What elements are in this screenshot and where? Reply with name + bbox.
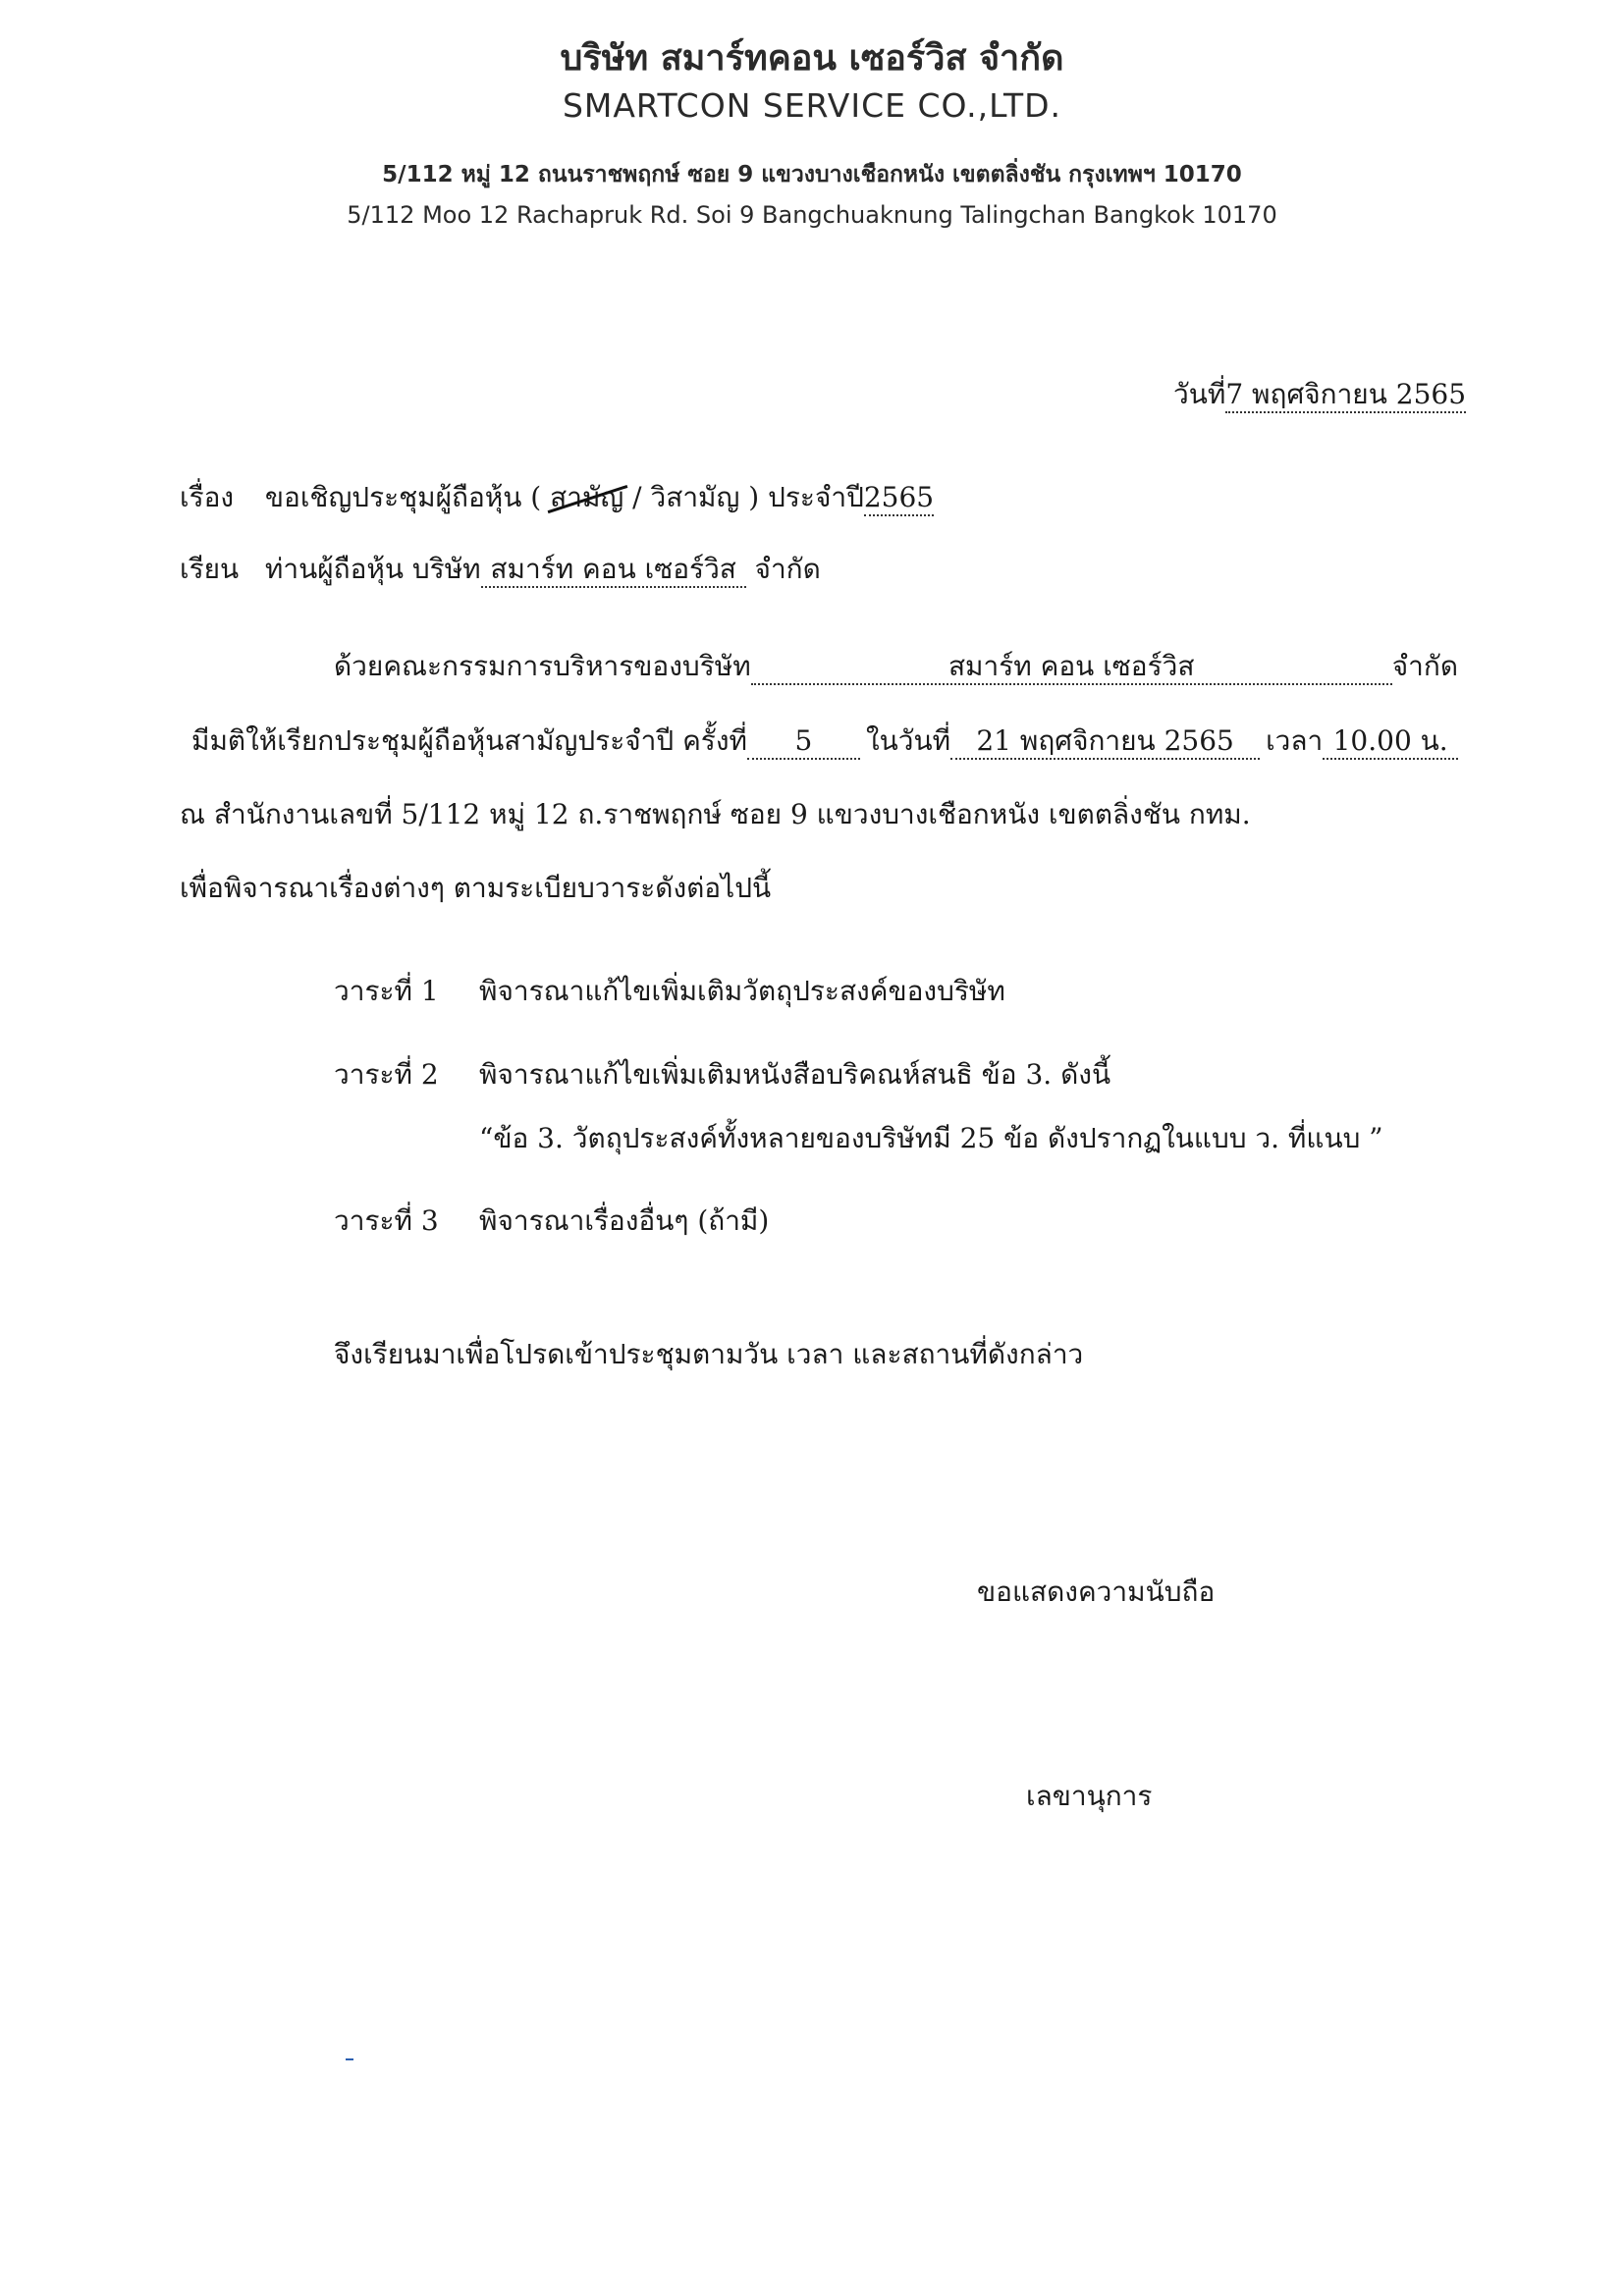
agenda-item-2-detail: “ข้อ 3. วัตถุประสงค์ทั้งหลายของบริษัทมี 25 ข้อ ดังปรากฏในแบบ ว. ที่แนบ ”	[479, 1122, 1383, 1154]
subject-separator: /	[623, 481, 651, 513]
body-line1-prefix: ด้วยคณะกรรมการบริหารของบริษัท	[334, 650, 751, 682]
body-line1-suffix: จำกัด	[1391, 650, 1458, 682]
stray-mark	[346, 2058, 353, 2060]
closing-paragraph: จึงเรียนมาเพื่อโปรดเข้าประชุมตามวัน เวลา และสถานที่ดังกล่าว	[334, 1338, 1084, 1370]
body-line-3: ณ สำนักงานเลขที่ 5/112 หมู่ 12 ถ.ราชพฤกษ์ ซอย 9 แขวงบางเชือกหนัง เขตตลิ่งชัน กทม.	[180, 798, 1251, 830]
date-value: 7 พฤศจิกายน 2565	[1225, 378, 1466, 413]
body-line-4: เพื่อพิจารณาเรื่องต่างๆ ตามระเบียบวาระดังต่อไปนี้	[180, 872, 772, 904]
meeting-time: 10.00 น.	[1323, 724, 1458, 760]
subject-text-before: ขอเชิญประชุมผู้ถือหุ้น (	[264, 481, 542, 513]
meeting-date-label: ในวันที่	[865, 724, 951, 757]
subject-label: เรื่อง	[180, 481, 235, 513]
letterhead-company-en: SMARTCON SERVICE CO.,LTD.	[562, 86, 1062, 125]
agenda-label: วาระที่ 2	[334, 1058, 439, 1091]
body-line-1	[334, 645, 1458, 688]
subject-struck-option: สามัญ	[550, 476, 623, 519]
salutation-company: สมาร์ท คอน เซอร์วิส	[481, 553, 746, 588]
body-line2-prefix: มีมติให้เรียกประชุมผู้ถือหุ้นสามัญประจำปี ครั้งที่	[191, 724, 747, 757]
date-label: วันที่	[1173, 378, 1226, 410]
salutation-label: เรียน	[180, 553, 240, 585]
agenda-item-1	[334, 970, 1005, 1013]
agenda-label: วาระที่ 3	[334, 1204, 439, 1237]
agenda-label: วาระที่ 1	[334, 975, 439, 1007]
meeting-number: 5	[747, 724, 860, 760]
signatory-title: เลขานุการ	[1026, 1780, 1153, 1812]
subject-text-after: ) ประจำปี	[748, 481, 864, 513]
agenda-item-2	[334, 1053, 1110, 1096]
subject-line	[180, 476, 934, 519]
salutation-text: ท่านผู้ถือหุ้น บริษัท	[264, 553, 481, 585]
agenda-item-3	[334, 1200, 769, 1243]
body-line-2	[191, 720, 1458, 763]
body-line1-company: สมาร์ท คอน เซอร์วิส	[751, 650, 1392, 685]
date-line	[1173, 373, 1466, 416]
letterhead-address-th: 5/112 หมู่ 12 ถนนราชพฤกษ์ ซอย 9 แขวงบางเชือกหนัง เขตตลิ่งชัน กรุงเทพฯ 10170	[382, 162, 1242, 187]
letterhead-address-en: 5/112 Moo 12 Rachapruk Rd. Soi 9 Bangchuaknung Talingchan Bangkok 10170	[347, 201, 1277, 229]
salutation-suffix: จำกัด	[754, 553, 821, 585]
subject-year: 2565	[864, 481, 934, 516]
meeting-date: 21 พฤศจิกายน 2565	[950, 724, 1260, 760]
agenda-text: พิจารณาแก้ไขเพิ่มเติมหนังสือบริคณห์สนธิ ข้อ 3. ดังนี้	[479, 1058, 1111, 1091]
letterhead-company-th: บริษัท สมาร์ทคอน เซอร์วิส จำกัด	[560, 38, 1064, 79]
agenda-text: พิจารณาแก้ไขเพิ่มเติมวัตถุประสงค์ของบริษัท	[479, 975, 1005, 1007]
meeting-time-label: เวลา	[1266, 724, 1324, 757]
closing-regards: ขอแสดงความนับถือ	[977, 1575, 1216, 1608]
subject-other-option: วิสามัญ	[650, 481, 740, 513]
salutation-line	[180, 548, 821, 591]
agenda-text: พิจารณาเรื่องอื่นๆ (ถ้ามี)	[479, 1204, 770, 1237]
